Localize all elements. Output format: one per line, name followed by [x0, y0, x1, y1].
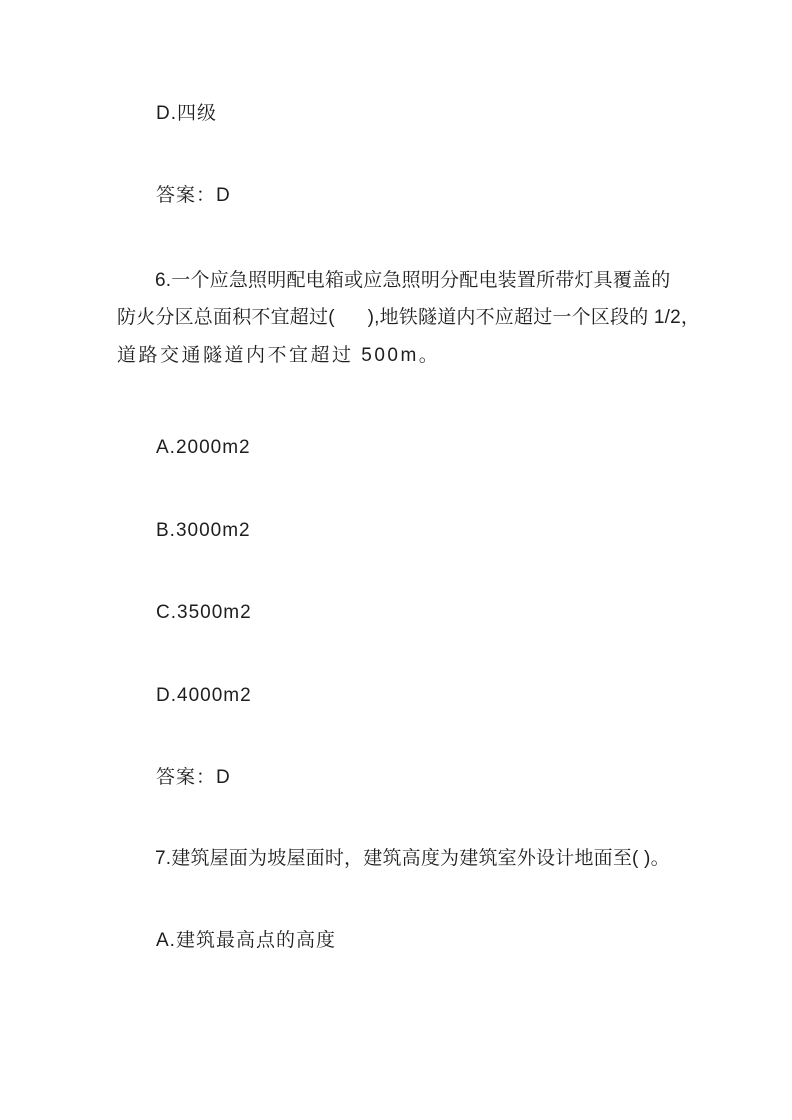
- question-7-option-a: A.建筑最高点的高度: [156, 930, 336, 951]
- question-6-option-d: D.4000m2: [156, 685, 252, 706]
- question-6-text-line-2: 防火分区总面积不宜超过( ),地铁隧道内不应超过一个区段的 1/2，: [117, 307, 701, 328]
- question-6-option-a: A.2000m2: [156, 437, 251, 458]
- prev-question-option-d: D.四级: [156, 103, 218, 124]
- question-6-text-line-3: 道路交通隧道内不宜超过 500m。: [117, 345, 441, 366]
- question-7-text-line-1: 7.建筑屋面为坡屋面时，建筑高度为建筑室外设计地面至( )。: [155, 848, 670, 869]
- prev-question-answer: 答案：D: [156, 185, 231, 206]
- question-6-option-b: B.3000m2: [156, 520, 251, 541]
- question-6-answer: 答案：D: [156, 767, 231, 788]
- question-6-option-c: C.3500m2: [156, 602, 252, 623]
- question-6-text-line-1: 6.一个应急照明配电箱或应急照明分配电装置所带灯具覆盖的: [155, 270, 671, 291]
